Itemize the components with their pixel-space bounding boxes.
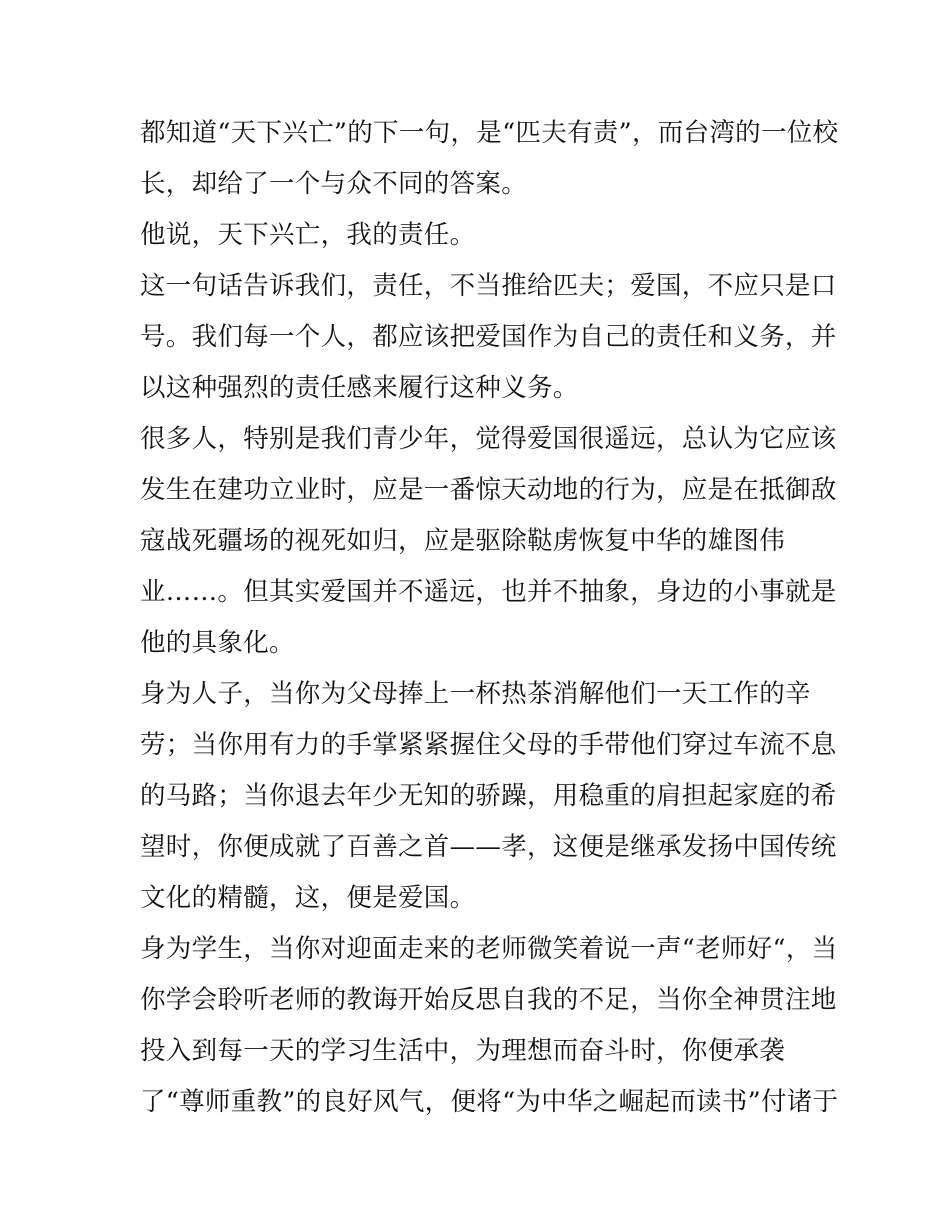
text-line: 寇战死疆场的视死如归，应是驱除鞑虏恢复中华的雄图伟 xyxy=(140,526,786,556)
text-line: 身为学生，当你对迎面走来的老师微笑着说一声“老师好“，当 xyxy=(140,934,838,964)
text-line: 长，却给了一个与众不同的答案。 xyxy=(140,169,528,199)
text-line: 投入到每一天的学习生活中，为理想而奋斗时，你便承袭 xyxy=(140,1036,786,1066)
text-line: 你学会聆听老师的教诲开始反思自我的不足，当你全神贯注地 xyxy=(140,985,837,1015)
text-line: 文化的精髓，这，便是爱国。 xyxy=(140,883,476,913)
text-line: 了“尊师重教”的良好风气，便将“为中华之崛起而读书”付诸于 xyxy=(140,1087,839,1117)
text-line: 都知道“天下兴亡”的下一句，是“匹夫有责”，而台湾的一位校 xyxy=(140,118,839,148)
document-body xyxy=(140,108,839,1128)
text-line: 的马路；当你退去年少无知的骄躁，用稳重的肩担起家庭的希 xyxy=(140,781,837,811)
text-line: 望时，你便成就了百善之首——孝，这便是继承发扬中国传统 xyxy=(140,832,837,862)
text-line: 发生在建功立业时，应是一番惊天动地的行为，应是在抵御敌 xyxy=(140,475,837,505)
text-line: 业……。但其实爱国并不遥远，也并不抽象，身边的小事就是 xyxy=(140,577,837,607)
text-line: 身为人子，当你为父母捧上一杯热茶消解他们一天工作的辛 xyxy=(140,679,811,709)
text-line: 号。我们每一个人，都应该把爱国作为自己的责任和义务，并 xyxy=(140,322,837,352)
text-line: 他的具象化。 xyxy=(140,628,295,658)
text-line: 他说，天下兴亡，我的责任。 xyxy=(140,220,476,250)
text-line: 很多人，特别是我们青少年，觉得爱国很遥远，总认为它应该 xyxy=(140,424,837,454)
text-line: 以这种强烈的责任感来履行这种义务。 xyxy=(140,373,579,403)
text-line: 这一句话告诉我们，责任，不当推给匹夫；爱国，不应只是口 xyxy=(140,271,837,301)
text-line: 劳；当你用有力的手掌紧紧握住父母的手带他们穿过车流不息 xyxy=(140,730,837,760)
